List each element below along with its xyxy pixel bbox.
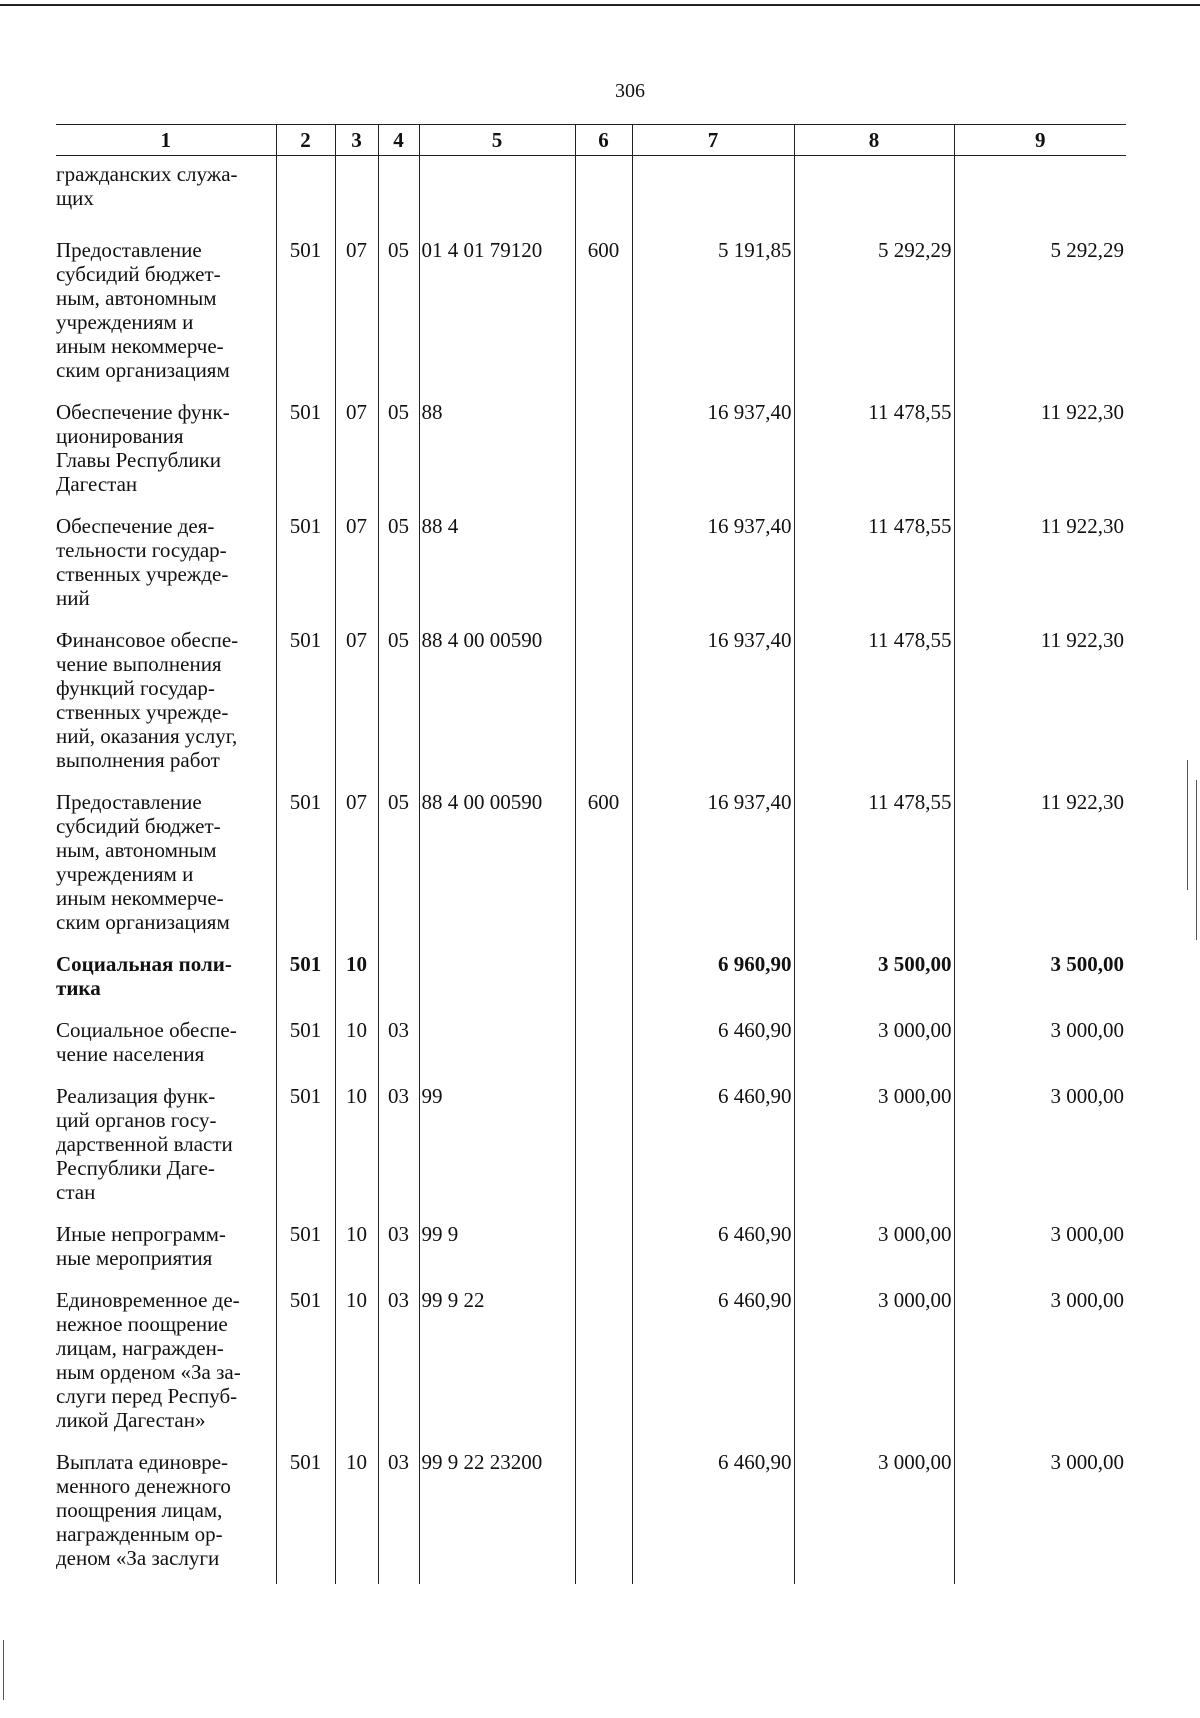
column-header: 5 bbox=[419, 125, 575, 156]
cell-ministry-code: 501 bbox=[276, 618, 335, 780]
cell-amount-col8: 3 000,00 bbox=[794, 1212, 954, 1278]
cell-section-code: 10 bbox=[335, 1008, 378, 1074]
cell-target-article: 88 4 00 00590 bbox=[419, 780, 575, 942]
table-row bbox=[56, 1074, 1126, 1212]
cell-amount-col9: 3 500,00 bbox=[954, 942, 1126, 1008]
row-label: Иные непрограмм- ные мероприятия bbox=[56, 1222, 226, 1270]
cell-target-article bbox=[419, 1008, 575, 1074]
table-row bbox=[56, 156, 1126, 229]
row-label: Реализация функ- ций органов госу- дарственной власти Республики Даге- стан bbox=[56, 1084, 233, 1204]
cell-target-article bbox=[419, 156, 575, 229]
cell-amount-col7: 6 460,90 bbox=[632, 1440, 794, 1584]
cell-amount-col9 bbox=[954, 156, 1126, 229]
table-row bbox=[56, 228, 1126, 390]
cell-ministry-code: 501 bbox=[276, 942, 335, 1008]
page-number: 306 bbox=[615, 80, 645, 102]
scan-artifact-line bbox=[3, 1640, 4, 1700]
row-label: Выплата единовре- менного денежного поощрения лицам, награжденным ор- деном «За заслуги bbox=[56, 1450, 231, 1570]
cell-amount-col8: 11 478,55 bbox=[794, 390, 954, 504]
cell-ministry-code: 501 bbox=[276, 1278, 335, 1440]
cell-amount-col8: 3 000,00 bbox=[794, 1278, 954, 1440]
cell-section-code: 10 bbox=[335, 1440, 378, 1584]
table-body bbox=[56, 156, 1126, 1585]
cell-expense-type: 600 bbox=[575, 780, 632, 942]
row-label: Финансовое обеспе- чение выполнения функций государ- ственных учрежде- ний, оказания услуг, выполнения работ bbox=[56, 628, 239, 772]
cell-expense-type bbox=[575, 504, 632, 618]
cell-amount-col9: 3 000,00 bbox=[954, 1278, 1126, 1440]
cell-amount-col7: 6 460,90 bbox=[632, 1008, 794, 1074]
cell-amount-col7: 5 191,85 bbox=[632, 228, 794, 390]
cell-amount-col7: 6 460,90 bbox=[632, 1074, 794, 1212]
cell-subsection-code: 03 bbox=[378, 1212, 419, 1278]
cell-expense-type bbox=[575, 156, 632, 229]
cell-section-code: 07 bbox=[335, 228, 378, 390]
column-header: 1 bbox=[56, 125, 276, 156]
cell-subsection-code: 03 bbox=[378, 1278, 419, 1440]
table-row bbox=[56, 942, 1126, 1008]
column-header: 7 bbox=[632, 125, 794, 156]
cell-target-article: 99 bbox=[419, 1074, 575, 1212]
cell-target-article: 01 4 01 79120 bbox=[419, 228, 575, 390]
scan-artifact-line bbox=[1196, 780, 1197, 940]
cell-ministry-code: 501 bbox=[276, 780, 335, 942]
cell-section-code bbox=[335, 156, 378, 229]
cell-target-article: 99 9 22 23200 bbox=[419, 1440, 575, 1584]
cell-ministry-code bbox=[276, 156, 335, 229]
cell-ministry-code: 501 bbox=[276, 390, 335, 504]
cell-target-article: 88 4 bbox=[419, 504, 575, 618]
row-label: Социальное обеспе- чение населения bbox=[56, 1018, 237, 1066]
cell-amount-col8: 3 000,00 bbox=[794, 1074, 954, 1212]
column-header: 8 bbox=[794, 125, 954, 156]
cell-expense-type: 600 bbox=[575, 228, 632, 390]
table-row bbox=[56, 618, 1126, 780]
cell-expense-type bbox=[575, 942, 632, 1008]
column-header: 3 bbox=[335, 125, 378, 156]
cell-expense-type bbox=[575, 390, 632, 504]
cell-expense-type bbox=[575, 1008, 632, 1074]
cell-ministry-code: 501 bbox=[276, 1212, 335, 1278]
column-header: 6 bbox=[575, 125, 632, 156]
row-label: гражданских служа- щих bbox=[56, 162, 238, 210]
cell-ministry-code: 501 bbox=[276, 1440, 335, 1584]
cell-section-code: 10 bbox=[335, 1074, 378, 1212]
row-label: Предоставление субсидий бюджет- ным, автономным учреждениям и иным некоммерче- ским организациям bbox=[56, 790, 230, 934]
cell-subsection-code bbox=[378, 156, 419, 229]
table-row bbox=[56, 1008, 1126, 1074]
row-label: Единовременное де- нежное поощрение лицам, награжден- ным орденом «За за- слуги перед Респуб- ликой Дагестан» bbox=[56, 1288, 241, 1432]
cell-subsection-code: 03 bbox=[378, 1440, 419, 1584]
cell-amount-col7 bbox=[632, 156, 794, 229]
column-header: 2 bbox=[276, 125, 335, 156]
cell-amount-col9: 11 922,30 bbox=[954, 504, 1126, 618]
cell-ministry-code: 501 bbox=[276, 228, 335, 390]
cell-expense-type bbox=[575, 1440, 632, 1584]
table-row bbox=[56, 780, 1126, 942]
column-header: 4 bbox=[378, 125, 419, 156]
row-label: Обеспечение дея- тельности государ- ственных учрежде- ний bbox=[56, 514, 229, 610]
cell-target-article: 99 9 bbox=[419, 1212, 575, 1278]
cell-amount-col8: 11 478,55 bbox=[794, 618, 954, 780]
cell-subsection-code: 05 bbox=[378, 504, 419, 618]
cell-target-article: 88 bbox=[419, 390, 575, 504]
cell-target-article: 88 4 00 00590 bbox=[419, 618, 575, 780]
cell-amount-col7: 16 937,40 bbox=[632, 504, 794, 618]
cell-expense-type bbox=[575, 1074, 632, 1212]
cell-section-code: 10 bbox=[335, 1278, 378, 1440]
scan-artifact-line bbox=[1187, 760, 1188, 890]
cell-subsection-code: 03 bbox=[378, 1008, 419, 1074]
cell-amount-col9: 3 000,00 bbox=[954, 1212, 1126, 1278]
budget-table bbox=[56, 124, 1126, 1584]
table-row bbox=[56, 504, 1126, 618]
cell-amount-col8: 11 478,55 bbox=[794, 780, 954, 942]
cell-amount-col9: 11 922,30 bbox=[954, 780, 1126, 942]
cell-target-article bbox=[419, 942, 575, 1008]
cell-amount-col8: 3 000,00 bbox=[794, 1440, 954, 1584]
cell-section-code: 07 bbox=[335, 390, 378, 504]
cell-amount-col7: 6 460,90 bbox=[632, 1212, 794, 1278]
table-row bbox=[56, 1278, 1126, 1440]
cell-amount-col8: 5 292,29 bbox=[794, 228, 954, 390]
cell-amount-col8 bbox=[794, 156, 954, 229]
cell-section-code: 10 bbox=[335, 1212, 378, 1278]
cell-amount-col7: 6 960,90 bbox=[632, 942, 794, 1008]
column-header: 9 bbox=[954, 125, 1126, 156]
row-label: Социальная поли- тика bbox=[56, 952, 232, 1000]
cell-subsection-code: 05 bbox=[378, 618, 419, 780]
cell-amount-col7: 16 937,40 bbox=[632, 390, 794, 504]
cell-amount-col8: 11 478,55 bbox=[794, 504, 954, 618]
cell-subsection-code: 05 bbox=[378, 228, 419, 390]
cell-section-code: 10 bbox=[335, 942, 378, 1008]
cell-ministry-code: 501 bbox=[276, 504, 335, 618]
cell-subsection-code bbox=[378, 942, 419, 1008]
row-label: Предоставление субсидий бюджет- ным, автономным учреждениям и иным некоммерче- ским организациям bbox=[56, 238, 230, 382]
cell-amount-col9: 11 922,30 bbox=[954, 390, 1126, 504]
table-row bbox=[56, 390, 1126, 504]
cell-target-article: 99 9 22 bbox=[419, 1278, 575, 1440]
cell-amount-col9: 5 292,29 bbox=[954, 228, 1126, 390]
table-row bbox=[56, 1212, 1126, 1278]
cell-amount-col7: 16 937,40 bbox=[632, 780, 794, 942]
table-row bbox=[56, 1440, 1126, 1584]
cell-amount-col9: 3 000,00 bbox=[954, 1008, 1126, 1074]
cell-expense-type bbox=[575, 618, 632, 780]
cell-section-code: 07 bbox=[335, 780, 378, 942]
budget-table-container bbox=[56, 124, 1126, 1584]
cell-amount-col9: 3 000,00 bbox=[954, 1074, 1126, 1212]
cell-amount-col7: 16 937,40 bbox=[632, 618, 794, 780]
cell-amount-col9: 3 000,00 bbox=[954, 1440, 1126, 1584]
cell-amount-col9: 11 922,30 bbox=[954, 618, 1126, 780]
table-header-row bbox=[56, 125, 1126, 156]
cell-amount-col8: 3 000,00 bbox=[794, 1008, 954, 1074]
cell-ministry-code: 501 bbox=[276, 1074, 335, 1212]
top-border-line bbox=[0, 4, 1200, 6]
cell-expense-type bbox=[575, 1212, 632, 1278]
cell-ministry-code: 501 bbox=[276, 1008, 335, 1074]
row-label: Обеспечение функ- ционирования Главы Республики Дагестан bbox=[56, 400, 230, 496]
cell-amount-col8: 3 500,00 bbox=[794, 942, 954, 1008]
cell-subsection-code: 03 bbox=[378, 1074, 419, 1212]
cell-section-code: 07 bbox=[335, 618, 378, 780]
cell-expense-type bbox=[575, 1278, 632, 1440]
cell-subsection-code: 05 bbox=[378, 780, 419, 942]
cell-subsection-code: 05 bbox=[378, 390, 419, 504]
cell-amount-col7: 6 460,90 bbox=[632, 1278, 794, 1440]
cell-section-code: 07 bbox=[335, 504, 378, 618]
